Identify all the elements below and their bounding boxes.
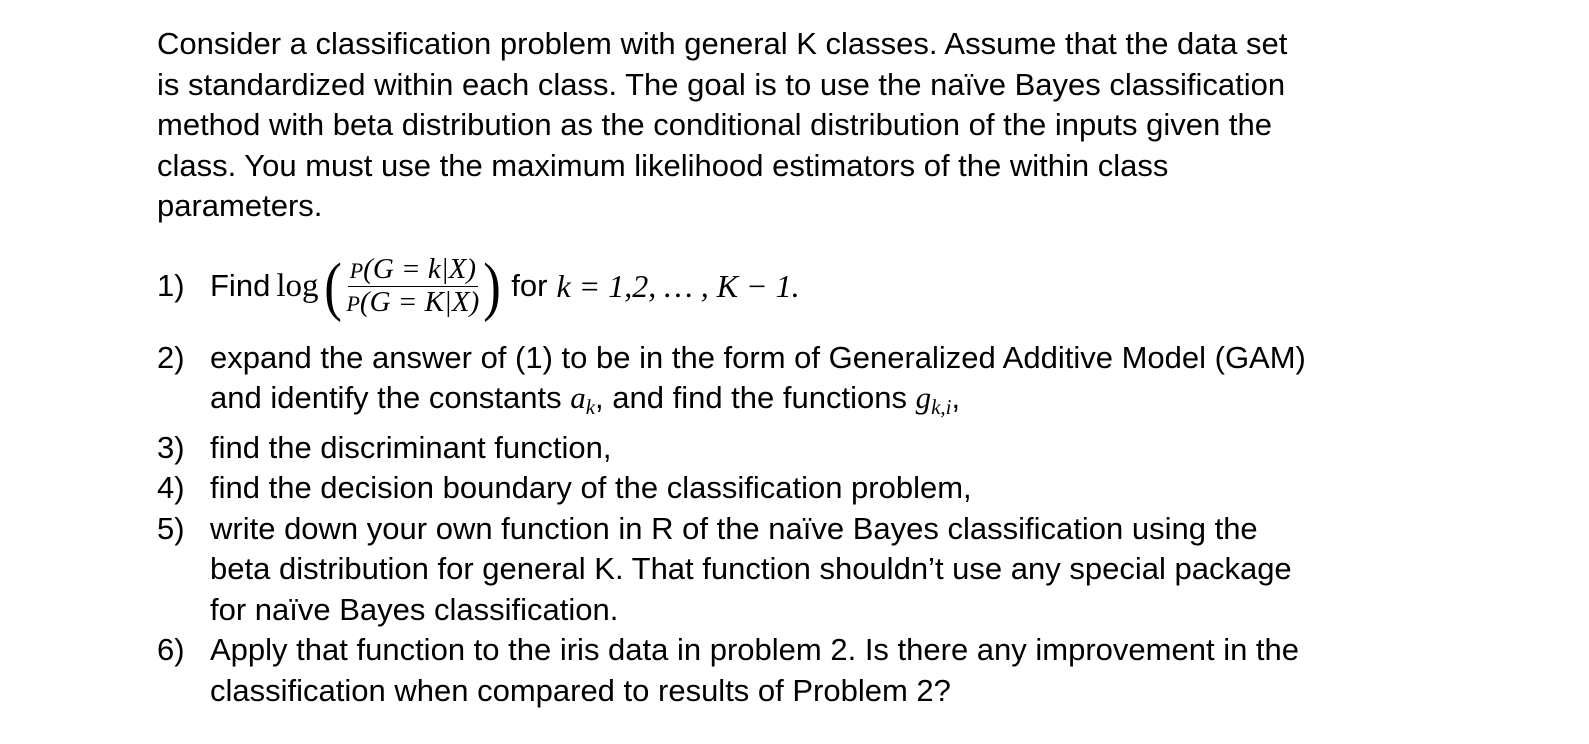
item-number: 3) <box>157 429 185 465</box>
subscript: k <box>585 395 596 419</box>
symbol: a <box>570 380 586 415</box>
intro-line: parameters. <box>157 188 323 223</box>
intro-line: method with beta distribution as the conditional distribution of the inputs given the <box>157 107 1272 142</box>
subscript: k,i <box>931 395 952 419</box>
prob-symbol: P <box>346 291 360 316</box>
intro-line: Consider a classification problem with general K classes. Assume that the data set <box>157 26 1288 61</box>
symbol: g <box>915 380 932 415</box>
item-line: find the decision boundary of the classification problem, <box>210 470 972 505</box>
item-number: 6) <box>157 632 185 667</box>
question-item-5 <box>157 509 1557 631</box>
problem-intro <box>157 24 1557 227</box>
item-line: for naïve Bayes classification. <box>210 591 619 627</box>
item-line: write down your own function in R of the naïve Bayes classification using the <box>210 510 1258 546</box>
item-line: classification when compared to results of Problem 2? <box>210 672 951 708</box>
intro-line: is standardized within each class. The goal is to use the naïve Bayes classification <box>157 66 1286 102</box>
right-paren: ) <box>483 249 502 323</box>
constant-symbol <box>570 380 596 419</box>
question-item-3 <box>157 428 1557 469</box>
item-body <box>210 338 1306 428</box>
item-number: 2) <box>157 339 185 375</box>
log-operator: log <box>276 268 319 305</box>
item-body <box>210 630 1299 711</box>
item-line: Apply that function to the iris data in problem 2. Is there any improvement in the <box>210 632 1300 667</box>
item-number: 1) <box>157 268 185 304</box>
intro-line: class. You must use the maximum likelihood estimators of the within class <box>157 147 1169 183</box>
question-item-4 <box>157 468 1557 509</box>
prob-symbol: P <box>349 258 364 283</box>
item-line: find the discriminant function, <box>210 429 612 465</box>
function-symbol <box>915 380 952 419</box>
item-number: 4) <box>157 470 185 505</box>
left-paren: ( <box>324 249 343 323</box>
item-body <box>210 509 1292 631</box>
numerator-expression: (G = k|X) <box>363 253 477 285</box>
item-body <box>210 428 612 469</box>
item-suffix-text: for <box>511 268 548 304</box>
item-prefix: Find <box>210 268 271 304</box>
line-text: , <box>951 380 961 415</box>
probability-fraction <box>344 254 481 319</box>
item-body <box>210 249 800 323</box>
item-body <box>210 468 972 509</box>
item-number: 5) <box>157 510 185 546</box>
item-line: beta distribution for general K. That function shouldn’t use any special package <box>210 551 1292 586</box>
item-line <box>210 378 1306 428</box>
line-text: , and find the functions <box>595 380 907 415</box>
question-item-1 <box>157 249 1557 323</box>
question-item-6 <box>157 630 1557 711</box>
line-text: and identify the constants <box>210 380 562 415</box>
item-line: expand the answer of (1) to be in the form of Generalized Additive Model (GAM) <box>210 339 1306 375</box>
denominator-expression: (G = K|X) <box>359 286 480 318</box>
question-item-2 <box>157 338 1557 428</box>
fraction-denominator <box>344 287 481 319</box>
problem-document <box>157 24 1557 711</box>
index-range: k = 1,2, … , K − 1. <box>556 268 800 305</box>
fraction-numerator <box>348 254 478 287</box>
